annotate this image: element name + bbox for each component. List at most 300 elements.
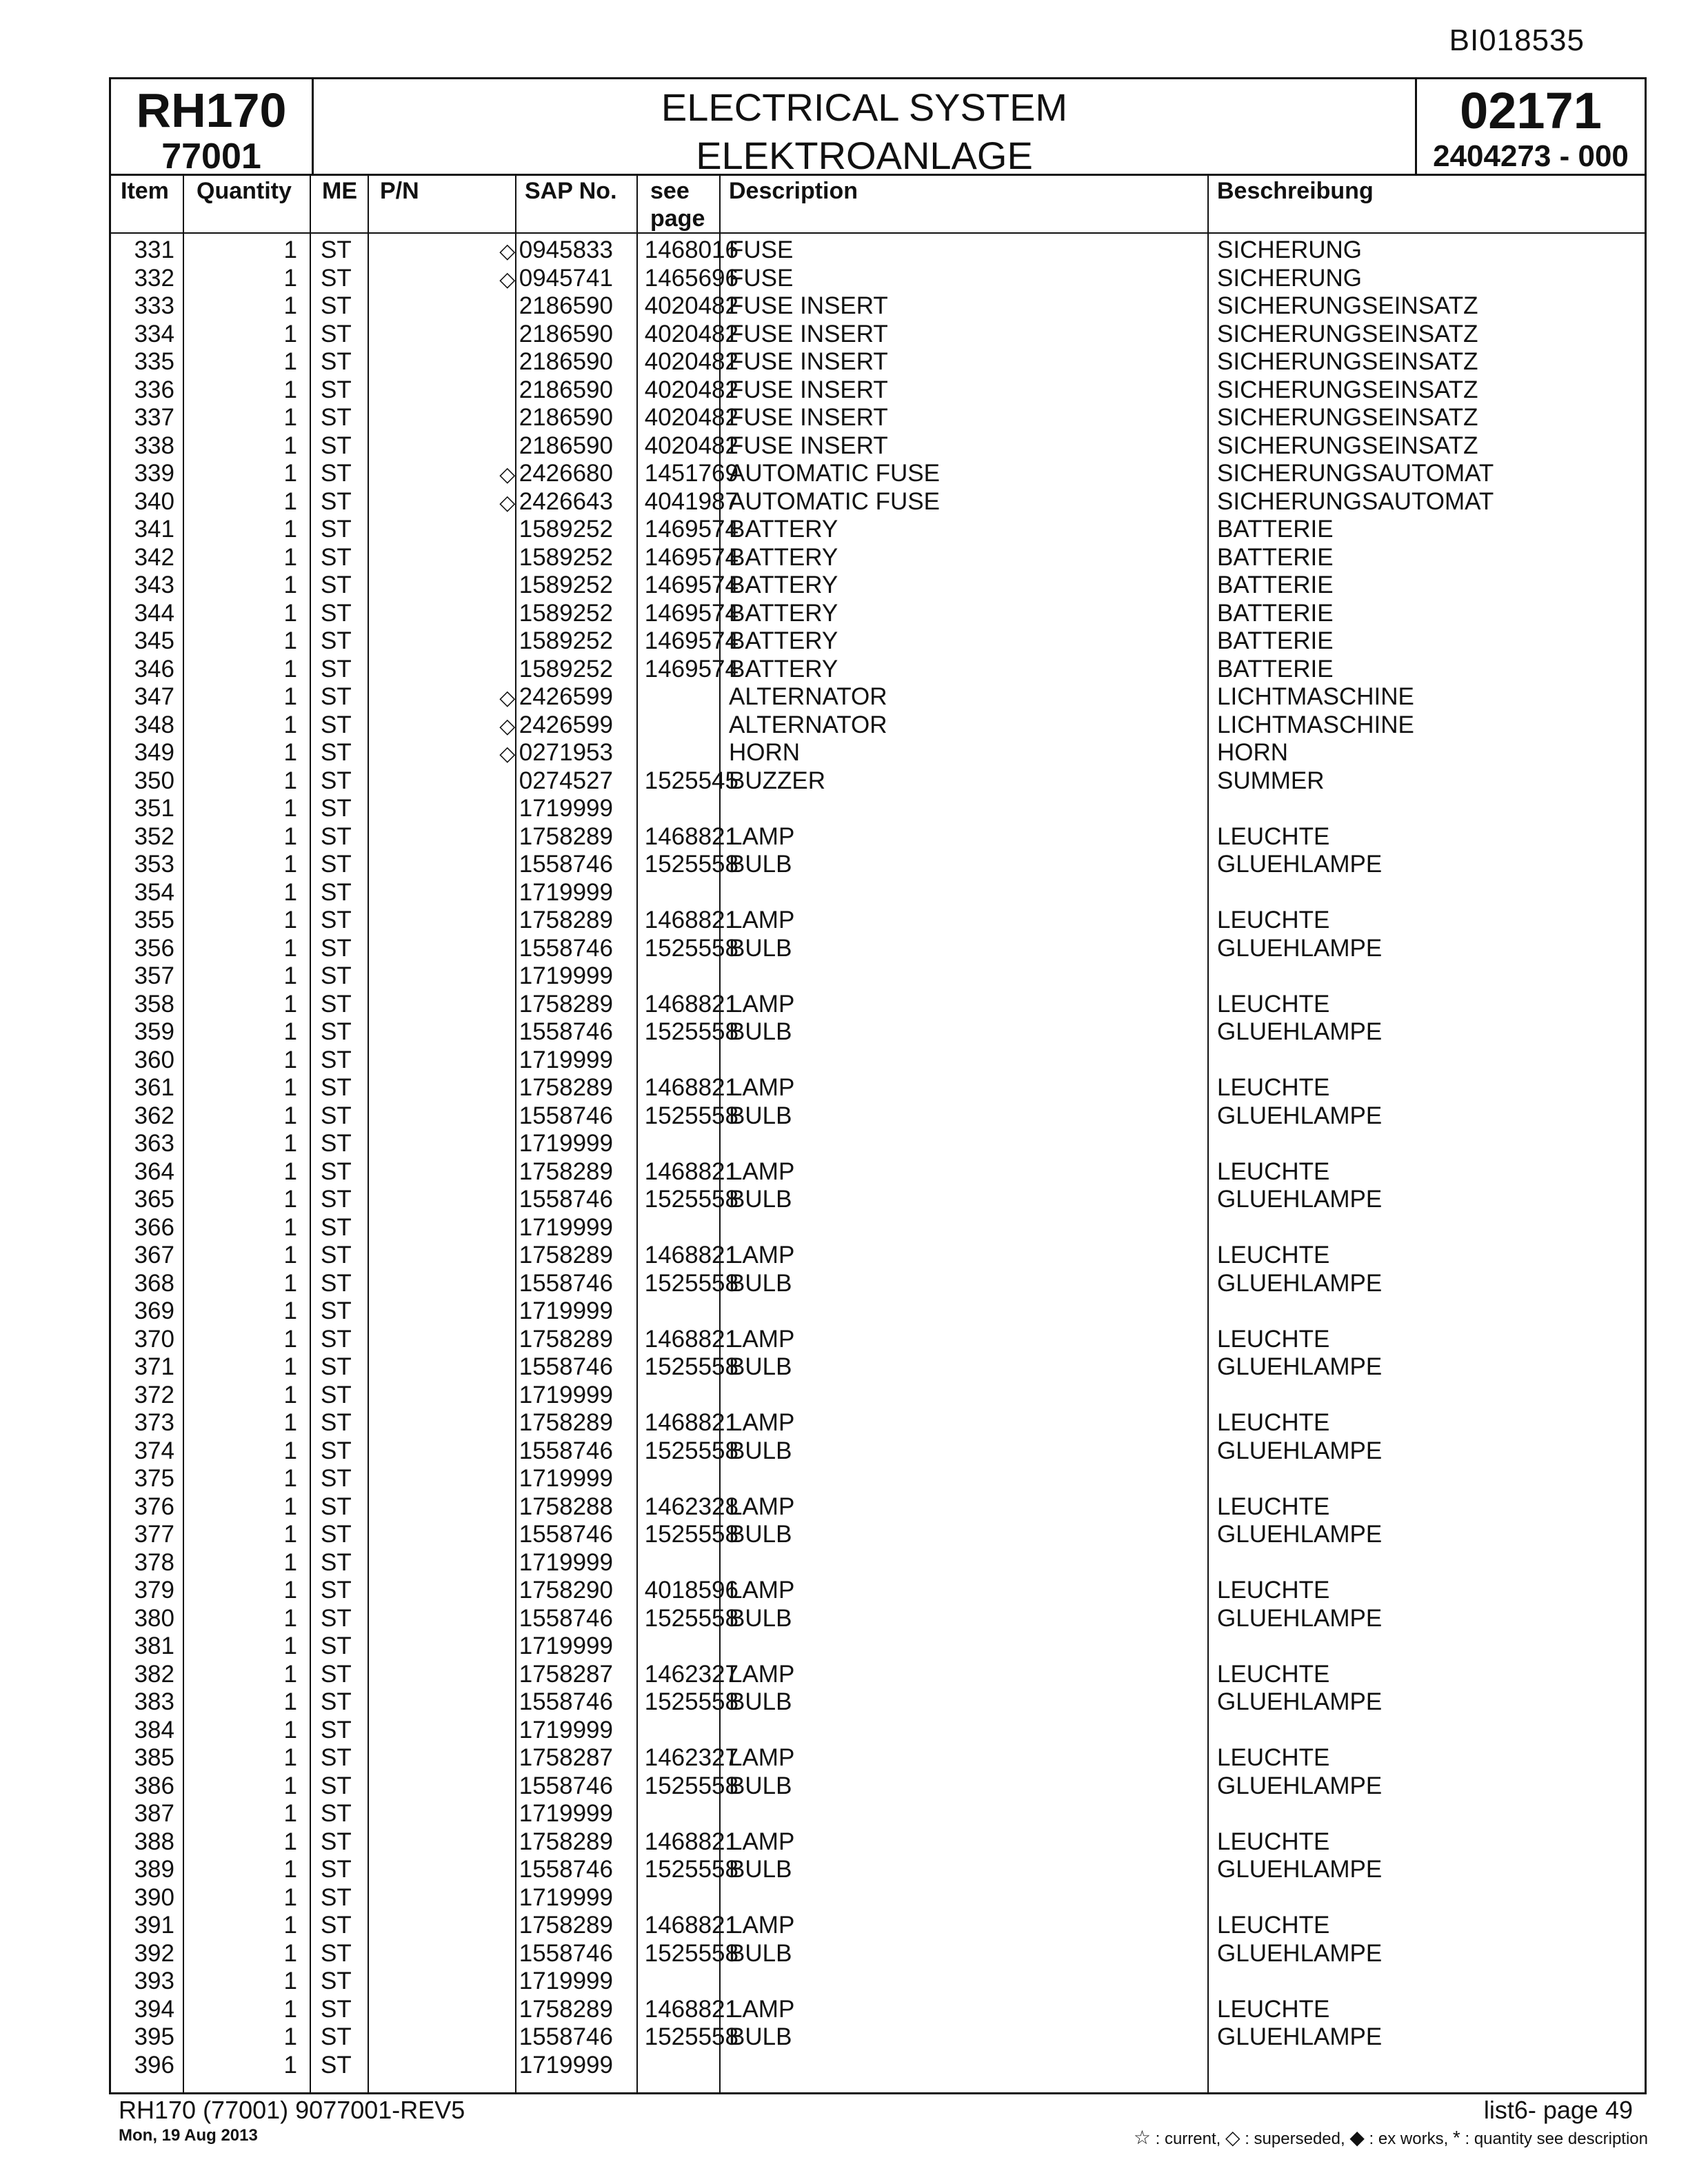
part-number-cell [373, 460, 613, 489]
part-number-cell [373, 1214, 613, 1242]
quantity-cell: 1 [283, 599, 297, 627]
part-number-cell [373, 348, 613, 376]
quantity-cell: 1 [283, 1577, 297, 1604]
table-row [111, 879, 1645, 907]
item-cell: 369 [134, 1297, 174, 1324]
quantity-cell: 1 [283, 1018, 297, 1045]
quantity-cell: 1 [283, 1883, 297, 1911]
quantity-cell: 1 [283, 460, 297, 487]
item-cell: 349 [134, 739, 174, 766]
table-row [111, 1996, 1645, 2024]
unit-cell: ST [321, 1968, 352, 1994]
beschreibung-cell: LEUCHTE [1217, 1912, 1330, 1939]
table-row [111, 2023, 1645, 2052]
beschreibung-cell: GLUEHLAMPE [1217, 1688, 1383, 1715]
sap-number-cell: 1468821 [644, 1242, 738, 1268]
item-cell: 375 [134, 1465, 174, 1492]
table-row [111, 767, 1645, 796]
beschreibung-cell: LEUCHTE [1217, 1660, 1330, 1688]
part-number-cell [373, 1940, 613, 1968]
beschreibung-cell: LEUCHTE [1217, 1242, 1330, 1268]
beschreibung-cell: GLUEHLAMPE [1217, 1186, 1383, 1213]
sap-number-cell: 1525558 [644, 1688, 738, 1715]
superseded-diamond-icon: ◇ [499, 267, 516, 291]
quantity-cell: 1 [283, 627, 297, 654]
part-number-value: 1589252 [519, 543, 613, 571]
part-number-value: 1758290 [519, 1577, 613, 1604]
beschreibung-cell: SICHERUNGSAUTOMAT [1217, 460, 1494, 487]
beschreibung-cell: GLUEHLAMPE [1217, 1269, 1383, 1297]
part-number-value: 1719999 [519, 1800, 613, 1827]
item-cell: 365 [134, 1186, 174, 1213]
quantity-cell: 1 [283, 432, 297, 459]
part-number-cell [373, 851, 613, 878]
unit-cell: ST [321, 1157, 352, 1185]
item-cell: 348 [134, 711, 174, 738]
item-cell: 347 [134, 683, 174, 710]
quantity-cell: 1 [283, 1968, 297, 1994]
description-cell: LAMP [729, 1157, 795, 1185]
beschreibung-cell: GLUEHLAMPE [1217, 1018, 1383, 1045]
part-number-value: 1558746 [519, 1856, 613, 1883]
superseded-diamond-icon: ◇ [499, 687, 516, 709]
unit-cell: ST [321, 990, 352, 1018]
unit-cell: ST [321, 767, 352, 794]
beschreibung-cell: BATTERIE [1217, 599, 1334, 627]
description-cell: BULB [729, 1186, 792, 1213]
part-number-cell [373, 1158, 613, 1186]
star-icon: ☆ [1133, 2127, 1151, 2148]
beschreibung-cell: BATTERIE [1217, 655, 1334, 682]
quantity-cell: 1 [283, 543, 297, 571]
part-number-cell [373, 488, 613, 517]
part-number-value: 1558746 [519, 1186, 613, 1213]
quantity-cell: 1 [283, 1046, 297, 1073]
description-cell: BATTERY [729, 627, 838, 654]
table-row [111, 1214, 1645, 1242]
part-number-cell [373, 1605, 613, 1632]
item-cell: 343 [134, 572, 174, 598]
unit-cell: ST [321, 878, 352, 906]
unit-cell: ST [321, 683, 352, 710]
unit-cell: ST [321, 1297, 352, 1324]
beschreibung-cell: LEUCHTE [1217, 1409, 1330, 1436]
table-row [111, 1688, 1645, 1717]
beschreibung-cell: LEUCHTE [1217, 1828, 1330, 1855]
beschreibung-cell: GLUEHLAMPE [1217, 1772, 1383, 1799]
quantity-cell: 1 [283, 934, 297, 962]
description-cell: BULB [729, 1521, 792, 1548]
unit-cell: ST [321, 543, 352, 571]
quantity-cell: 1 [283, 1074, 297, 1101]
item-cell: 335 [134, 348, 174, 375]
superseded-diamond-icon: ◇ [499, 463, 516, 486]
unit-cell: ST [321, 934, 352, 962]
quantity-cell: 1 [283, 1186, 297, 1213]
part-number-value: 1558746 [519, 1688, 613, 1715]
table-row [111, 1158, 1645, 1186]
part-number-cell [373, 1800, 613, 1828]
beschreibung-cell: SICHERUNG [1217, 264, 1363, 292]
beschreibung-cell: SICHERUNGSEINSATZ [1217, 376, 1478, 403]
sap-number-cell: 1525558 [644, 1102, 738, 1129]
item-cell: 385 [134, 1744, 174, 1771]
sap-number-cell: 4020482 [644, 404, 738, 431]
item-cell: 389 [134, 1856, 174, 1883]
item-cell: 344 [134, 599, 174, 627]
item-cell: 340 [134, 487, 174, 515]
part-number-cell [373, 627, 613, 655]
part-number-cell [373, 1018, 613, 1046]
table-row [111, 656, 1645, 684]
unit-cell: ST [321, 376, 352, 403]
superseded-diamond-icon: ◇ [499, 742, 516, 765]
table-row [111, 711, 1645, 740]
description-cell: BULB [729, 1856, 792, 1883]
quantity-cell: 1 [283, 1660, 297, 1688]
part-number-value: 0945741 [519, 264, 613, 292]
part-number-value: 1558746 [519, 1939, 613, 1967]
item-cell: 341 [134, 516, 174, 543]
parts-table-body [111, 236, 1645, 2079]
unit-cell: ST [321, 1548, 352, 1576]
sap-number-cell: 1462327 [644, 1660, 738, 1688]
part-number-cell [373, 1102, 613, 1130]
quantity-cell: 1 [283, 907, 297, 933]
unit-cell: ST [321, 236, 352, 263]
sap-number-cell: 1462327 [644, 1744, 738, 1771]
beschreibung-cell: SICHERUNGSEINSATZ [1217, 320, 1478, 347]
see-label: see [650, 178, 690, 204]
title-cell [314, 79, 1417, 176]
part-number-value: 1589252 [519, 599, 613, 627]
beschreibung-cell: GLUEHLAMPE [1217, 851, 1383, 878]
part-number-value: 1719999 [519, 1213, 613, 1241]
part-number-value: 1758289 [519, 907, 613, 933]
table-row [111, 1884, 1645, 1912]
table-row [111, 544, 1645, 572]
sap-number-cell: 1462328 [644, 1493, 738, 1520]
quantity-cell: 1 [283, 1353, 297, 1380]
unit-cell: ST [321, 1577, 352, 1604]
part-number-cell [373, 1353, 613, 1381]
table-row [111, 265, 1645, 293]
item-cell: 338 [134, 432, 174, 459]
table-row [111, 488, 1645, 516]
item-cell: 371 [134, 1353, 174, 1380]
item-cell: 392 [134, 1939, 174, 1967]
quantity-cell: 1 [283, 1465, 297, 1492]
quantity-cell: 1 [283, 236, 297, 263]
part-number-value: 1558746 [519, 1353, 613, 1380]
part-number-value: 1589252 [519, 572, 613, 598]
quantity-cell: 1 [283, 1939, 297, 1967]
unit-cell: ST [321, 739, 352, 766]
table-row [111, 1549, 1645, 1577]
superseded-diamond-icon: ◇ [499, 714, 516, 738]
quantity-cell: 1 [283, 292, 297, 319]
beschreibung-cell: BATTERIE [1217, 572, 1334, 598]
part-number-value: 1758289 [519, 1912, 613, 1939]
item-cell: 370 [134, 1325, 174, 1353]
part-number-cell [373, 292, 613, 320]
quantity-cell: 1 [283, 962, 297, 989]
item-cell: 360 [134, 1046, 174, 1073]
part-number-value: 2426599 [519, 711, 613, 738]
quantity-cell: 1 [283, 1548, 297, 1576]
item-cell: 368 [134, 1269, 174, 1297]
part-number-cell [373, 1632, 613, 1660]
sap-number-cell: 1525558 [644, 851, 738, 878]
table-row [111, 1744, 1645, 1772]
table-row [111, 1465, 1645, 1493]
part-number-value: 1558746 [519, 934, 613, 962]
item-cell: 382 [134, 1660, 174, 1688]
legend-quantity: : quantity see description [1465, 2130, 1648, 2148]
part-number-value: 1719999 [519, 1968, 613, 1994]
unit-cell: ST [321, 1269, 352, 1297]
sap-number-cell: 4020482 [644, 292, 738, 319]
quantity-cell: 1 [283, 990, 297, 1018]
part-number-value: 1719999 [519, 2051, 613, 2079]
sap-number-cell: 1469574 [644, 543, 738, 571]
beschreibung-cell: SUMMER [1217, 767, 1325, 794]
part-number-value: 0274527 [519, 767, 613, 794]
unit-cell: ST [321, 1883, 352, 1911]
quantity-cell: 1 [283, 655, 297, 682]
item-cell: 388 [134, 1828, 174, 1855]
part-number-cell [373, 767, 613, 795]
beschreibung-cell: SICHERUNGSAUTOMAT [1217, 487, 1494, 515]
description-cell: BULB [729, 1437, 792, 1464]
item-cell: 336 [134, 376, 174, 403]
item-cell: 333 [134, 292, 174, 319]
table-row [111, 1577, 1645, 1605]
table-row [111, 321, 1645, 349]
sap-number-cell: 1468821 [644, 907, 738, 933]
beschreibung-cell: GLUEHLAMPE [1217, 2023, 1383, 2050]
part-number-cell [373, 1270, 613, 1297]
description-cell: FUSE [729, 236, 794, 263]
part-number-value: 1558746 [519, 851, 613, 878]
sap-number-cell: 1525558 [644, 1269, 738, 1297]
part-number-cell [373, 2023, 613, 2051]
unit-cell: ST [321, 1381, 352, 1408]
diamond-filled-icon: ◆ [1349, 2127, 1365, 2148]
page-title-german: ELEKTROANLAGE [696, 134, 1033, 177]
unit-cell: ST [321, 1242, 352, 1268]
quantity-cell: 1 [283, 822, 297, 850]
unit-cell: ST [321, 1995, 352, 2023]
unit-cell: ST [321, 2023, 352, 2050]
part-number-value: 1719999 [519, 1632, 613, 1659]
sap-number-cell: 4020482 [644, 320, 738, 347]
unit-cell: ST [321, 1353, 352, 1380]
beschreibung-cell: SICHERUNGSEINSATZ [1217, 432, 1478, 459]
quantity-cell: 1 [283, 1800, 297, 1827]
item-cell: 396 [134, 2051, 174, 2079]
unit-cell: ST [321, 1325, 352, 1353]
item-cell: 354 [134, 878, 174, 906]
unit-cell: ST [321, 851, 352, 878]
part-number-cell [373, 544, 613, 572]
description-cell: BULB [729, 1102, 792, 1129]
unit-cell: ST [321, 795, 352, 822]
diamond-outline-icon: ◇ [1225, 2127, 1240, 2148]
quantity-cell: 1 [283, 1716, 297, 1743]
part-number-value: 2186590 [519, 320, 613, 347]
unit-cell: ST [321, 1939, 352, 1967]
part-number-cell [373, 404, 613, 432]
footer-page-number: list6- page 49 [1483, 2096, 1633, 2124]
unit-cell: ST [321, 1856, 352, 1883]
unit-cell: ST [321, 1493, 352, 1520]
part-number-cell [373, 1828, 613, 1856]
table-row [111, 823, 1645, 851]
unit-cell: ST [321, 2051, 352, 2079]
quantity-cell: 1 [283, 572, 297, 598]
table-row [111, 1130, 1645, 1158]
parts-list-frame [109, 77, 1647, 2094]
table-row [111, 1186, 1645, 1214]
sap-number-cell: 1525558 [644, 1186, 738, 1213]
description-cell: LAMP [729, 822, 795, 850]
part-number-value: 1758289 [519, 990, 613, 1018]
page-label: page [650, 205, 705, 232]
beschreibung-cell: SICHERUNG [1217, 236, 1363, 263]
sap-number-cell: 4020482 [644, 432, 738, 459]
part-number-cell [373, 1326, 613, 1353]
quantity-cell: 1 [283, 1325, 297, 1353]
part-number-cell [373, 991, 613, 1018]
sap-number-cell: 1525558 [644, 1939, 738, 1967]
quantity-cell: 1 [283, 1381, 297, 1408]
quantity-cell: 1 [283, 1157, 297, 1185]
sap-number-cell: 4018596 [644, 1577, 738, 1604]
col-quantity-header: Quantity [197, 178, 292, 204]
quantity-cell: 1 [283, 1828, 297, 1855]
description-cell: FUSE INSERT [729, 292, 888, 319]
item-cell: 377 [134, 1521, 174, 1548]
asterisk-icon: * [1452, 2127, 1460, 2148]
quantity-cell: 1 [283, 2023, 297, 2050]
item-cell: 331 [134, 236, 174, 263]
description-cell: BULB [729, 1269, 792, 1297]
quantity-cell: 1 [283, 739, 297, 766]
part-number-value: 1719999 [519, 1883, 613, 1911]
item-cell: 346 [134, 655, 174, 682]
item-cell: 373 [134, 1409, 174, 1436]
part-number-value: 1758287 [519, 1744, 613, 1771]
item-cell: 367 [134, 1242, 174, 1268]
quantity-cell: 1 [283, 851, 297, 878]
unit-cell: ST [321, 572, 352, 598]
quantity-cell: 1 [283, 2051, 297, 2079]
part-number-value: 1758289 [519, 1828, 613, 1855]
part-number-value: 1719999 [519, 1130, 613, 1157]
table-row [111, 1521, 1645, 1549]
quantity-cell: 1 [283, 264, 297, 292]
beschreibung-cell: LEUCHTE [1217, 907, 1330, 933]
symbol-legend [1134, 2126, 1648, 2149]
unit-cell: ST [321, 1409, 352, 1436]
part-number-cell [373, 1661, 613, 1688]
item-cell: 350 [134, 767, 174, 794]
table-row [111, 1772, 1645, 1801]
part-number-value: 1758289 [519, 1995, 613, 2023]
part-number-value: 1558746 [519, 1269, 613, 1297]
quantity-cell: 1 [283, 711, 297, 738]
item-cell: 353 [134, 851, 174, 878]
part-number-value: 1758289 [519, 1157, 613, 1185]
legend-current: : current, [1155, 2130, 1221, 2148]
beschreibung-cell: GLUEHLAMPE [1217, 1604, 1383, 1632]
part-number-cell [373, 572, 613, 599]
beschreibung-cell: SICHERUNGSEINSATZ [1217, 292, 1478, 319]
table-row [111, 1353, 1645, 1382]
sap-number-cell: 1525558 [644, 934, 738, 962]
table-row [111, 1828, 1645, 1857]
quantity-cell: 1 [283, 1297, 297, 1324]
part-number-cell [373, 1856, 613, 1883]
description-cell: BULB [729, 1604, 792, 1632]
description-cell: LAMP [729, 1074, 795, 1101]
part-number-value: 1719999 [519, 1297, 613, 1324]
part-number-cell [373, 1996, 613, 2023]
beschreibung-cell: BATTERIE [1217, 543, 1334, 571]
superseded-diamond-icon: ◇ [499, 240, 516, 263]
description-cell: LAMP [729, 1912, 795, 1939]
beschreibung-cell: GLUEHLAMPE [1217, 1939, 1383, 1967]
description-cell: HORN [729, 739, 801, 766]
item-cell: 381 [134, 1632, 174, 1659]
beschreibung-cell: LEUCHTE [1217, 1325, 1330, 1353]
sap-number-cell: 1525558 [644, 1856, 738, 1883]
quantity-cell: 1 [283, 1856, 297, 1883]
description-cell: BULB [729, 2023, 792, 2050]
item-cell: 383 [134, 1688, 174, 1715]
item-cell: 372 [134, 1381, 174, 1408]
table-row [111, 376, 1645, 405]
part-number-value: 1589252 [519, 516, 613, 543]
table-row [111, 907, 1645, 935]
description-cell: FUSE INSERT [729, 348, 888, 375]
quantity-cell: 1 [283, 1409, 297, 1436]
description-cell: LAMP [729, 1995, 795, 2023]
table-row [111, 1382, 1645, 1410]
unit-cell: ST [321, 1772, 352, 1799]
beschreibung-cell: GLUEHLAMPE [1217, 1353, 1383, 1380]
sap-number-cell: 1468821 [644, 1409, 738, 1436]
description-cell: LAMP [729, 1493, 795, 1520]
beschreibung-cell: GLUEHLAMPE [1217, 934, 1383, 962]
part-number-value: 1558746 [519, 1102, 613, 1129]
item-cell: 332 [134, 264, 174, 292]
part-number-value: 1758289 [519, 1409, 613, 1436]
part-number-value: 2186590 [519, 348, 613, 375]
table-row [111, 1661, 1645, 1689]
part-number-cell [373, 1577, 613, 1604]
document-id: BI018535 [1449, 23, 1585, 57]
part-number-cell [373, 739, 613, 768]
part-number-cell [373, 879, 613, 907]
part-number-value: 2186590 [519, 432, 613, 459]
sap-number-cell: 4041987 [644, 487, 738, 515]
quantity-cell: 1 [283, 1521, 297, 1548]
description-cell: BUZZER [729, 767, 825, 794]
part-number-cell [373, 516, 613, 543]
description-cell: BULB [729, 1018, 792, 1045]
